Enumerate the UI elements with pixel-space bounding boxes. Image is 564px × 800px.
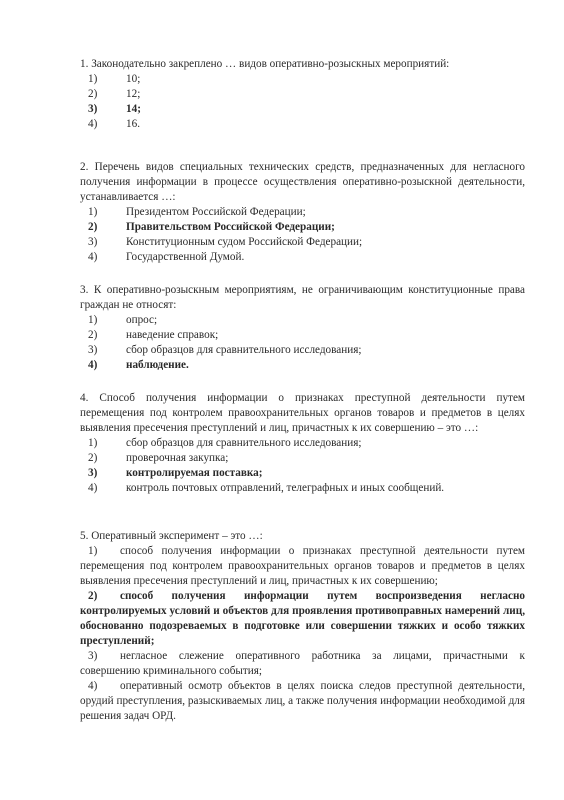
option-text: опрос; [126,314,158,326]
option-number: 3) [88,650,98,662]
option-text: контроль почтовых отправлений, телеграфных и иных сообщений. [126,482,445,494]
option-number: 4) [88,118,98,130]
option-text: 10; [126,73,141,85]
option-number: 3) [88,467,98,479]
question-5 [80,529,525,724]
option-text: Президентом Российской Федерации; [126,206,306,218]
option-number: 2) [88,590,98,602]
question-4 [80,391,525,496]
option-text: Правительством Российской Федерации; [126,221,335,233]
option-number: 1) [88,545,98,557]
option-number: 4) [88,359,98,371]
option-1 [80,313,525,328]
option-text: способ получения информации путем воспроизведения негласно контролируемых условий и объектов для проявления противоправных намерений лиц, обоснованно подозреваемых в подготовке или совершении тяжких и особо тяжких преступлений; [80,590,525,647]
option-1 [80,205,525,220]
option-number: 2) [88,221,98,233]
option-number: 3) [88,236,98,248]
option-text: Государственной Думой. [126,251,245,263]
option-2 [80,328,525,343]
option-4 [80,250,525,265]
option-text: наблюдение. [126,359,189,371]
option-4 [80,117,525,132]
option-2-correct [80,589,525,649]
question-stem: 2. Перечень видов специальных технических средств, предназначенных для негласного получения информации в процессе осуществления оперативно-розыскной деятельности, устанавливается …: [80,161,525,203]
option-3 [80,343,525,358]
question-stem: 1. Законодательно закреплено … видов оперативно-розыскных мероприятий: [80,58,450,70]
question-stem: 5. Оперативный эксперимент – это …: [80,530,263,542]
option-number: 1) [88,314,98,326]
option-text: 16. [126,118,140,130]
option-2-correct [80,220,525,235]
option-number: 1) [88,73,98,85]
option-text: 12; [126,88,141,100]
question-2 [80,160,525,265]
option-text: контролируемая поставка; [126,467,263,479]
option-4 [80,679,525,724]
option-4 [80,481,525,496]
option-3 [80,235,525,250]
option-number: 1) [88,206,98,218]
option-3 [80,649,525,679]
option-text: проверочная закупка; [126,452,229,464]
option-number: 3) [88,103,98,115]
question-1 [80,57,525,132]
question-stem: 3. К оперативно-розыскным мероприятиям, не ограничивающим конституционные права граждан не относят: [80,284,525,311]
option-number: 4) [88,482,98,494]
option-1 [80,436,525,451]
option-1 [80,544,525,589]
option-text: оперативный осмотр объектов в целях поиска следов преступной деятельности, орудий преступления, разыскиваемых лиц, а также получения информации необходимой для решения задач ОРД. [80,680,525,722]
option-number: 1) [88,437,98,449]
option-text: 14; [126,103,141,115]
option-text: сбор образцов для сравнительного исследования; [126,437,362,449]
option-text: сбор образцов для сравнительного исследования; [126,344,362,356]
option-number: 3) [88,344,98,356]
option-4-correct [80,358,525,373]
option-number: 4) [88,251,98,263]
option-2 [80,87,525,102]
option-1 [80,72,525,87]
option-number: 2) [88,452,98,464]
option-3-correct [80,466,525,481]
option-number: 2) [88,329,98,341]
option-text: наведение справок; [126,329,219,341]
option-text: Конституционным судом Российской Федерации; [126,236,363,248]
option-2 [80,451,525,466]
question-3 [80,283,525,373]
option-3-correct [80,102,525,117]
option-text: негласное слежение оперативного работника за лицами, причастными к совершению криминального события; [80,650,525,677]
option-number: 4) [88,680,98,692]
question-stem: 4. Способ получения информации о признаках преступной деятельности путем перемещения под контролем правоохранительных органов товаров и предметов в целях выявления пресечения преступлений и лиц, причастных к их совершению – это …: [80,392,525,434]
option-number: 2) [88,88,98,100]
option-text: способ получения информации о признаках преступной деятельности путем перемещения под контролем правоохранительных органов товаров и предметов в целях выявления пресечения преступлений и лиц, причастных к их совершению; [80,545,525,587]
